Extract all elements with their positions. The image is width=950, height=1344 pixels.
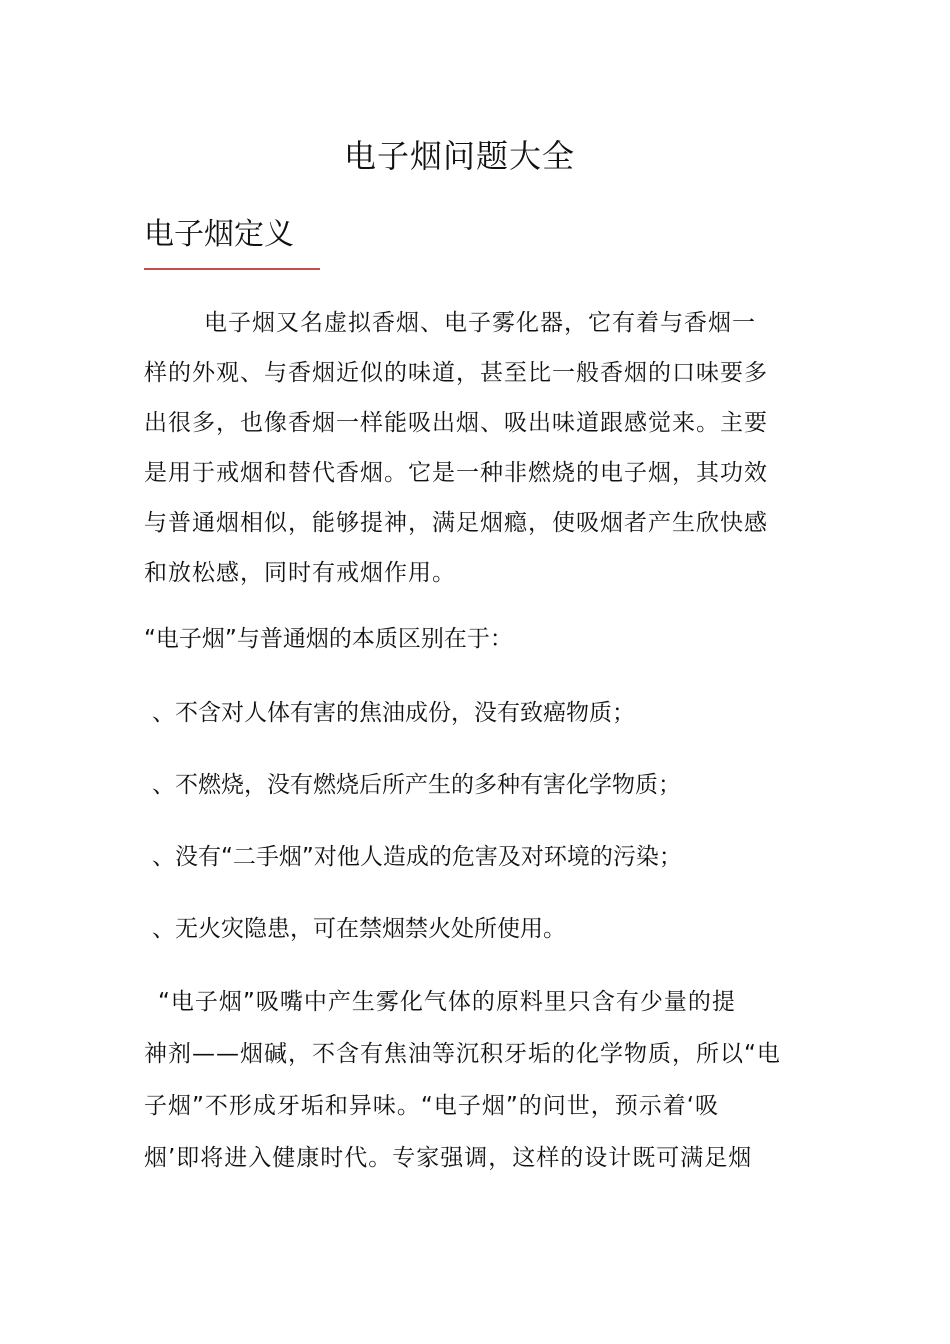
closing-line: 烟’即将进入健康时代。专家强调，这样的设计既可满足烟 [144, 1145, 753, 1171]
closing-paragraph [144, 976, 812, 1184]
difference-item: 、没有“二手烟”对他人造成的危害及对环境的污染； [152, 844, 682, 870]
intro-line: 电子烟又名虚拟香烟、电子雾化器，它有着与香烟一 [204, 310, 756, 336]
difference-item: 、不含对人体有害的焦油成份，没有致癌物质； [152, 700, 635, 726]
closing-line: “电子烟”吸嘴中产生雾化气体的原料里只含有少量的提 [158, 989, 736, 1015]
intro-line: 出很多，也像香烟一样能吸出烟、吸出味道跟感觉来。主要 [144, 410, 768, 436]
intro-line: 样的外观、与香烟近似的味道，甚至比一般香烟的口味要多 [144, 360, 768, 386]
intro-line: 与普通烟相似，能够提神，满足烟瘾，使吸烟者产生欣快感 [144, 510, 768, 536]
difference-lead: “电子烟”与普通烟的本质区别在于： [144, 626, 513, 652]
closing-line: 子烟”不形成牙垢和异味。“电子烟”的问世，预示着‘吸 [144, 1093, 720, 1119]
intro-paragraph [144, 298, 812, 598]
intro-line: 是用于戒烟和替代香烟。它是一种非燃烧的电子烟，其功效 [144, 460, 768, 486]
section-heading: 电子烟定义 [144, 217, 294, 252]
intro-line: 和放松感，同时有戒烟作用。 [144, 560, 456, 586]
document-title: 电子烟问题大全 [343, 137, 575, 175]
closing-line: 神剂——烟碱，不含有焦油等沉积牙垢的化学物质，所以“电 [144, 1041, 781, 1067]
difference-item: 、无火灾隐患，可在禁烟禁火处所使用。 [152, 916, 566, 942]
difference-item: 、不燃烧，没有燃烧后所产生的多种有害化学物质； [152, 772, 681, 798]
heading-underline [144, 268, 320, 270]
